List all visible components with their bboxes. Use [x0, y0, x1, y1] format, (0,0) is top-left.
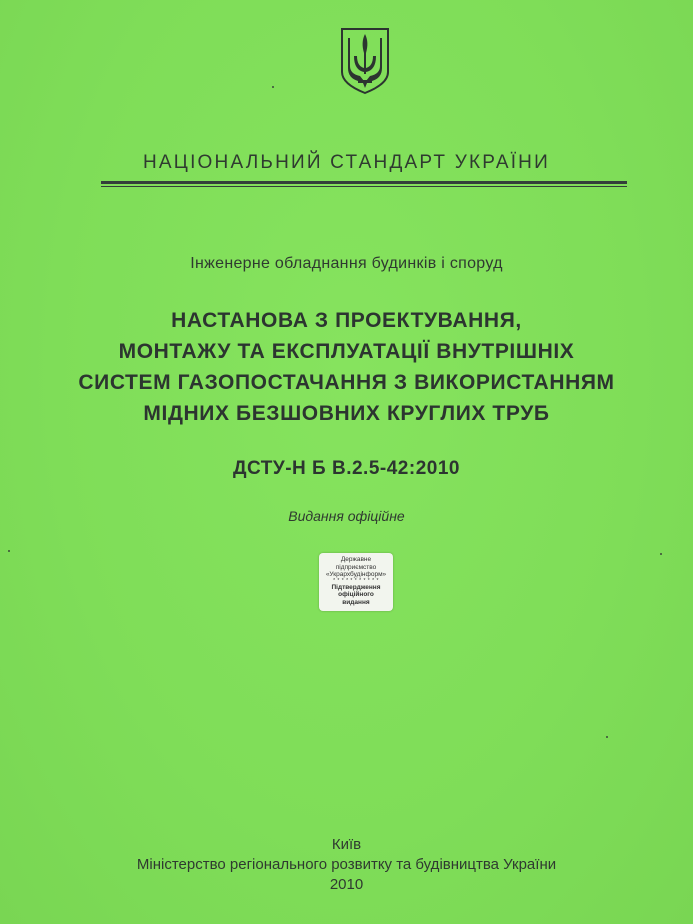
print-speck [606, 736, 608, 738]
subject-line: Інженерне обладнання будинків і споруд [190, 255, 503, 272]
stamp-line-6: видання [342, 598, 370, 606]
standard-code: ДСТУ-Н Б В.2.5-42:2010 [233, 458, 460, 479]
title-line-4: МІДНИХ БЕЗШОВНИХ КРУГЛИХ ТРУБ [143, 402, 550, 425]
national-standard-heading: НАЦІОНАЛЬНИЙ СТАНДАРТ УКРАЇНИ [143, 152, 550, 173]
stamp-line-3: «Укрархбудінформ» [325, 571, 387, 578]
heading-rule-thick [101, 181, 627, 184]
footer-year: 2010 [329, 876, 364, 893]
official-edition-stamp [319, 553, 393, 611]
stamp-line-1: Державне [340, 556, 372, 563]
heading-rule-thin [101, 186, 627, 187]
footer-city: Київ [331, 836, 362, 853]
stamp-line-4: Підтвердження [331, 583, 381, 591]
stamp-stars: * * * * * * * * * * * [333, 577, 379, 584]
title-line-1: НАСТАНОВА З ПРОЕКТУВАННЯ, [171, 309, 522, 332]
trident-emblem-icon [338, 26, 392, 96]
stamp-line-5: офіційного [338, 591, 374, 598]
print-speck [272, 86, 274, 88]
document-title [0, 305, 693, 429]
print-speck [8, 550, 10, 552]
title-line-3: СИСТЕМ ГАЗОПОСТАЧАННЯ З ВИКОРИСТАННЯМ [78, 371, 615, 394]
footer-publisher: Міністерство регіонального розвитку та будівництва України [136, 856, 557, 873]
print-speck [660, 553, 662, 555]
edition-label: Видання офіційне [288, 508, 405, 524]
stamp-line-2: підприємство [335, 563, 377, 571]
title-line-2: МОНТАЖУ ТА ЕКСПЛУАТАЦІЇ ВНУТРІШНІХ [118, 340, 575, 363]
